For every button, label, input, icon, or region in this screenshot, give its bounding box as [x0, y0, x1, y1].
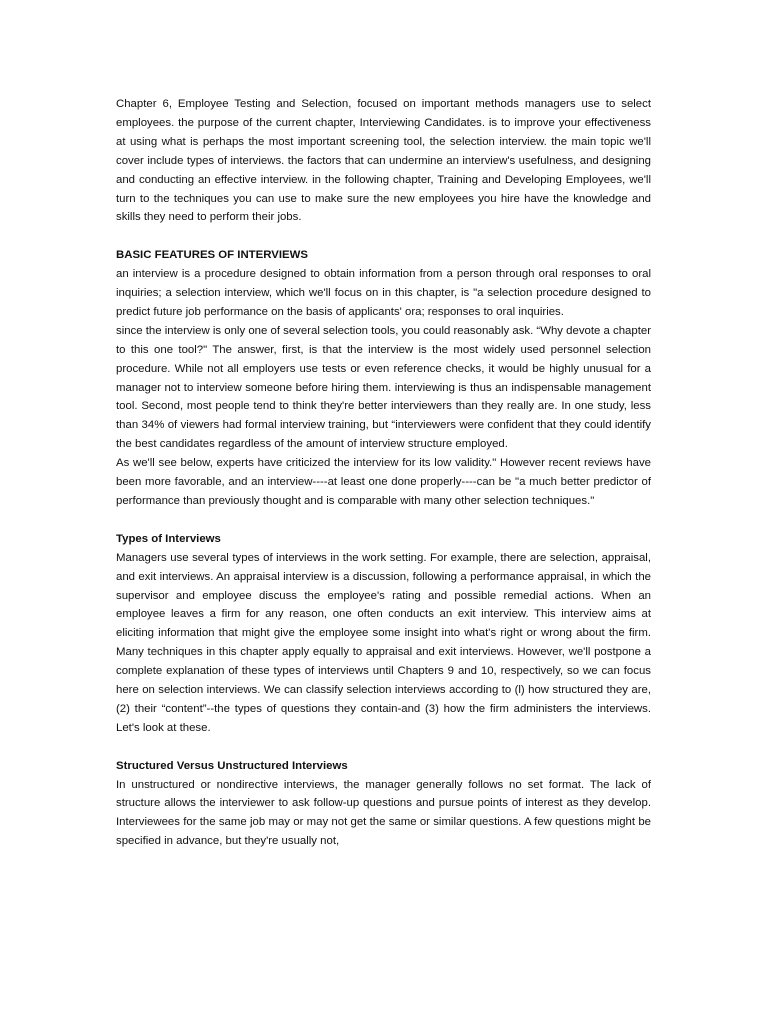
- types-of-interviews-paragraph: Managers use several types of interviews in the work setting. For example, there are selection, appraisal, and exit interviews. An appraisal interview is a discussion, following a performance appraisal, in which the supervisor and employee discuss the employee's rating and possible remedial actions. When an employee leaves a firm for any reason, one often conducts an exit interview. This interview aims at eliciting information that might give the employee some insight into what's right or wrong about the firm. Many techniques in this chapter apply equally to appraisal and exit interviews. However, we'll postpone a complete explanation of these types of interviews until Chapters 9 and 10, respectively, so we can focus here on selection interviews. We can classify selection interviews according to (l) how structured they are, (2) their “content”--the types of questions they contain-and (3) how the firm administers the interviews. Let's look at these.: [116, 551, 651, 734]
- paragraph-gap: [116, 511, 651, 530]
- paragraph-gap: [116, 227, 651, 246]
- section-heading-basic-features: BASIC FEATURES OF INTERVIEWS: [116, 249, 308, 262]
- basic-features-paragraph-3: As we'll see below, experts have criticized the interview for its low validity." However recent reviews have been more favorable, and an interview----at least one done properly----can be "a much better predictor of performance than previously thought and is comparable with many other selection techniques.": [116, 457, 651, 508]
- document-page: [116, 95, 651, 851]
- basic-features-paragraph-1: an interview is a procedure designed to obtain information from a person through oral responses to oral inquiries; a selection interview, which we'll focus on in this chapter, is "a selection procedure designed to predict future job performance on the basis of applicants' ora; responses to oral inquiries.: [116, 268, 651, 318]
- structured-vs-unstructured-paragraph: In unstructured or nondirective interviews, the manager generally follows no set format. The lack of structure allows the interviewer to ask follow-up questions and pursue points of interest as they develop. Interviewees for the same job may or may not get the same or similar questions. A few questions might be specified in advance, but they're usually not,: [116, 778, 651, 848]
- section-heading-types-of-interviews: Types of Interviews: [116, 532, 221, 545]
- section-heading-structured-vs-unstructured: Structured Versus Unstructured Interviews: [116, 759, 348, 772]
- intro-paragraph: Chapter 6, Employee Testing and Selection, focused on important methods managers use to select employees. the purpose of the current chapter, Interviewing Candidates. is to improve your effectiveness at using what is perhaps the most important screening tool, the selection interview. the main topic we'll cover include types of interviews. the factors that can undermine an interview's usefulness, and designing and conducting an effective interview. in the following chapter, Training and Developing Employees, we'll turn to the techniques you can use to make sure the new employees you hire have the knowledge and skills they need to perform their jobs.: [116, 98, 651, 224]
- basic-features-paragraph-2: since the interview is only one of several selection tools, you could reasonably ask. “Why devote a chapter to this one tool?" The answer, first, is that the interview is the most widely used personnel selection procedure. While not all employers use tests or even reference checks, it would be highly unusual for a manager not to interview someone before hiring them. interviewing is thus an indispensable management tool. Second, most people tend to think they're better interviewers than they really are. In one study, less than 34% of viewers had formal interview training, but “interviewers were confident that they could identify the best candidates regardless of the amount of interview structure employed.: [116, 324, 652, 451]
- paragraph-gap: [116, 738, 651, 757]
